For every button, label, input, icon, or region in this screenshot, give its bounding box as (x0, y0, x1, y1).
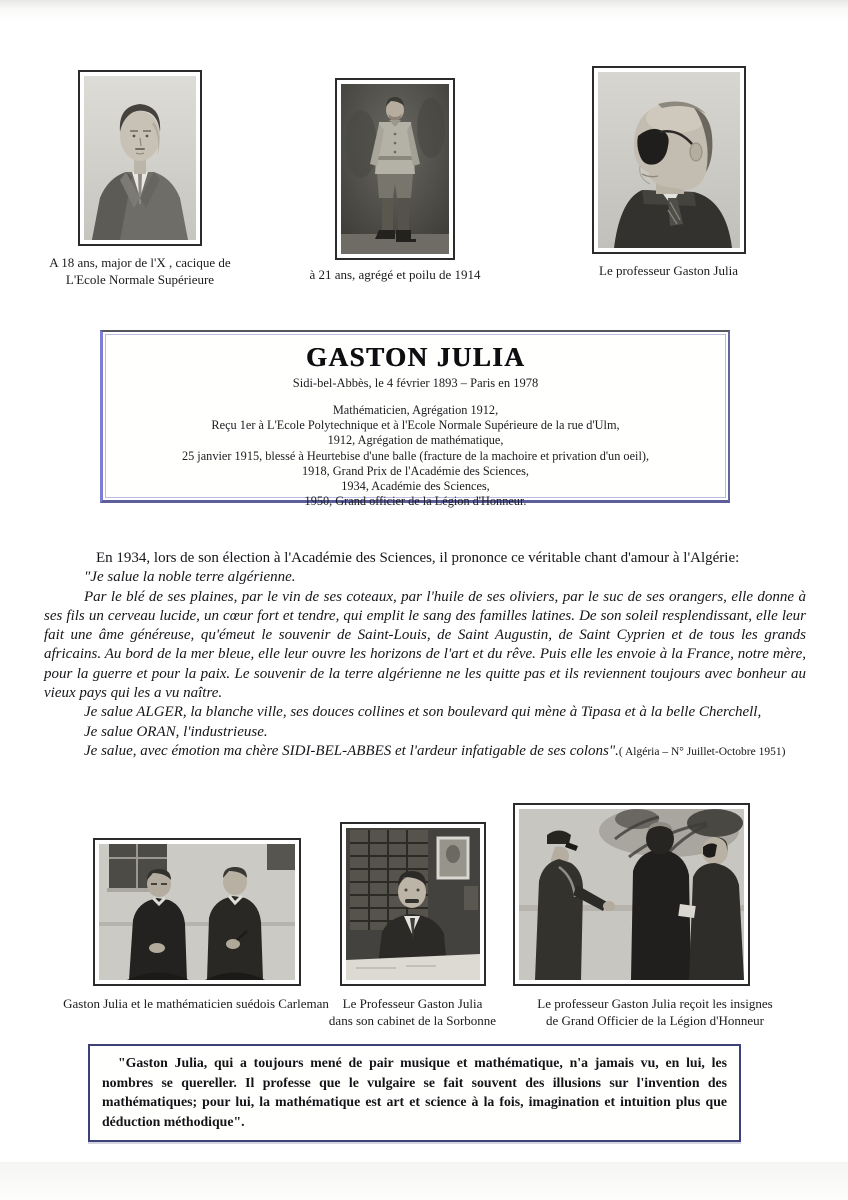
photo-julia-legion-honneur-image (519, 809, 744, 980)
caption-julia-carleman (40, 995, 352, 1012)
photo-julia-poilu-image (341, 84, 449, 254)
bio-line: Reçu 1er à L'Ecole Polytechnique et à l'Ecole Normale Supérieure de la rue d'Ulm, (211, 418, 620, 433)
caption-line: L'Ecole Normale Supérieure (65, 272, 215, 287)
speech-paragraph: Je salue ORAN, l'industrieuse. (84, 723, 268, 740)
bio-line: 1918, Grand Prix de l'Académie des Sciences, (302, 463, 529, 478)
bio-box (100, 330, 730, 509)
photo-julia-carleman-image (99, 844, 295, 980)
caption-line: dans son cabinet de la Sorbonne (328, 1013, 497, 1028)
speech-source: ( Algéria – N° Juillet-Octobre 1951) (618, 745, 786, 758)
photo-julia-sorbonne-image (346, 828, 480, 980)
caption-line: Le professeur Gaston Julia reçoit les insignes (537, 996, 773, 1011)
quote-text: "Gaston Julia, qui a toujours mené de pair musique et mathématique, n'a jamais vu, en lui, les nombres se quereller. Il professe que le vulgaire se fait souvent des illusions sur l'invention des mathématiques; pour lui, la mathématique est art et science à la fois, imagination et intuition plus que déduction méthodique". (102, 1055, 727, 1129)
photo-julia-poilu-1914 (335, 78, 455, 260)
photo-professeur-julia-image (598, 72, 740, 248)
speech-paragraph: Par le blé de ses plaines, par le vin de ses coteaux, par l'huile de ses oliviers, par le suc de ses orangers, elle donne à ses fils un cerveau lucide, un cœur fort et tendre, qui emplit le sang des familles latines. De son soleil resplendissant, elle leur fait une âme généreuse, qu'émeut le souvenir de Saint-Louis, de Saint Augustin, de Saint Cyprien et de tous les grands africains. Au bord de la mer bleue, elle leur ouvre les horizons de l'art et du rêve. Puis elle les envoie à la France, notre mère, pour la guerre et pour la paix. Le souvenir de la terre algérienne ne les quitte pas et ils reviennent toujours avec bonheur au vieux pays qui les a vu naître. (44, 588, 806, 702)
caption-line: A 18 ans, major de l'X , cacique de (49, 255, 231, 270)
photo-professeur-julia (592, 66, 746, 254)
caption-line: Gaston Julia et le mathématicien suédois Carleman (63, 996, 329, 1011)
photo-julia-legion-honneur (513, 803, 750, 986)
quote-box (88, 1044, 741, 1142)
bio-line: Mathématicien, Agrégation 1912, (332, 403, 499, 417)
speech-intro: En 1934, lors de son élection à l'Académie des Sciences, il prononce ce véritable chant d'amour à l'Algérie: (96, 550, 740, 566)
caption-julia-legion-honneur (505, 995, 805, 1029)
bio-line: 1934, Académie des Sciences, (341, 479, 490, 494)
page-bottom-edge (0, 1162, 848, 1200)
photo-julia-sorbonne (340, 822, 486, 986)
caption-line: de Grand Officier de la Légion d'Honneur (546, 1013, 764, 1028)
speech-paragraph: Je salue ALGER, la blanche ville, ses douces collines et son boulevard qui mène à Tipasa et à la belle Cherchell, (84, 704, 762, 721)
speech-paragraph: "Je salue la noble terre algérienne. (84, 569, 296, 586)
bio-line: 1912, Agrégation de mathématique, (327, 433, 504, 448)
photo-julia-18-ans-image (84, 76, 196, 240)
speech-closing: Je salue, avec émotion ma chère SIDI-BEL-ABBES et l'ardeur infatigable de ses colons". (84, 742, 619, 759)
caption-julia-18-ans (28, 254, 252, 288)
caption-line: à 21 ans, agrégé et poilu de 1914 (309, 267, 481, 282)
bio-lines (103, 403, 728, 509)
photo-julia-carleman (93, 838, 301, 986)
bio-subtitle: Sidi-bel-Abbès, le 4 février 1893 – Paris en 1978 (292, 376, 539, 390)
caption-line: Le professeur Gaston Julia (599, 263, 738, 278)
bio-title: GASTON JULIA (305, 342, 526, 372)
caption-professeur-julia (556, 262, 781, 279)
bio-line: 25 janvier 1915, blessé à Heurtebise d'une balle (fracture de la machoire et privation d'un oeil), (181, 448, 650, 463)
speech-paragraph-last (44, 742, 806, 762)
speech-text (44, 549, 806, 762)
photo-julia-18-ans (78, 70, 202, 246)
bio-line: 1950, Grand officier de la Légion d'Honneur. (304, 494, 527, 509)
caption-julia-poilu (280, 266, 510, 283)
caption-julia-sorbonne (310, 995, 515, 1029)
caption-line: Le Professeur Gaston Julia (342, 996, 483, 1011)
